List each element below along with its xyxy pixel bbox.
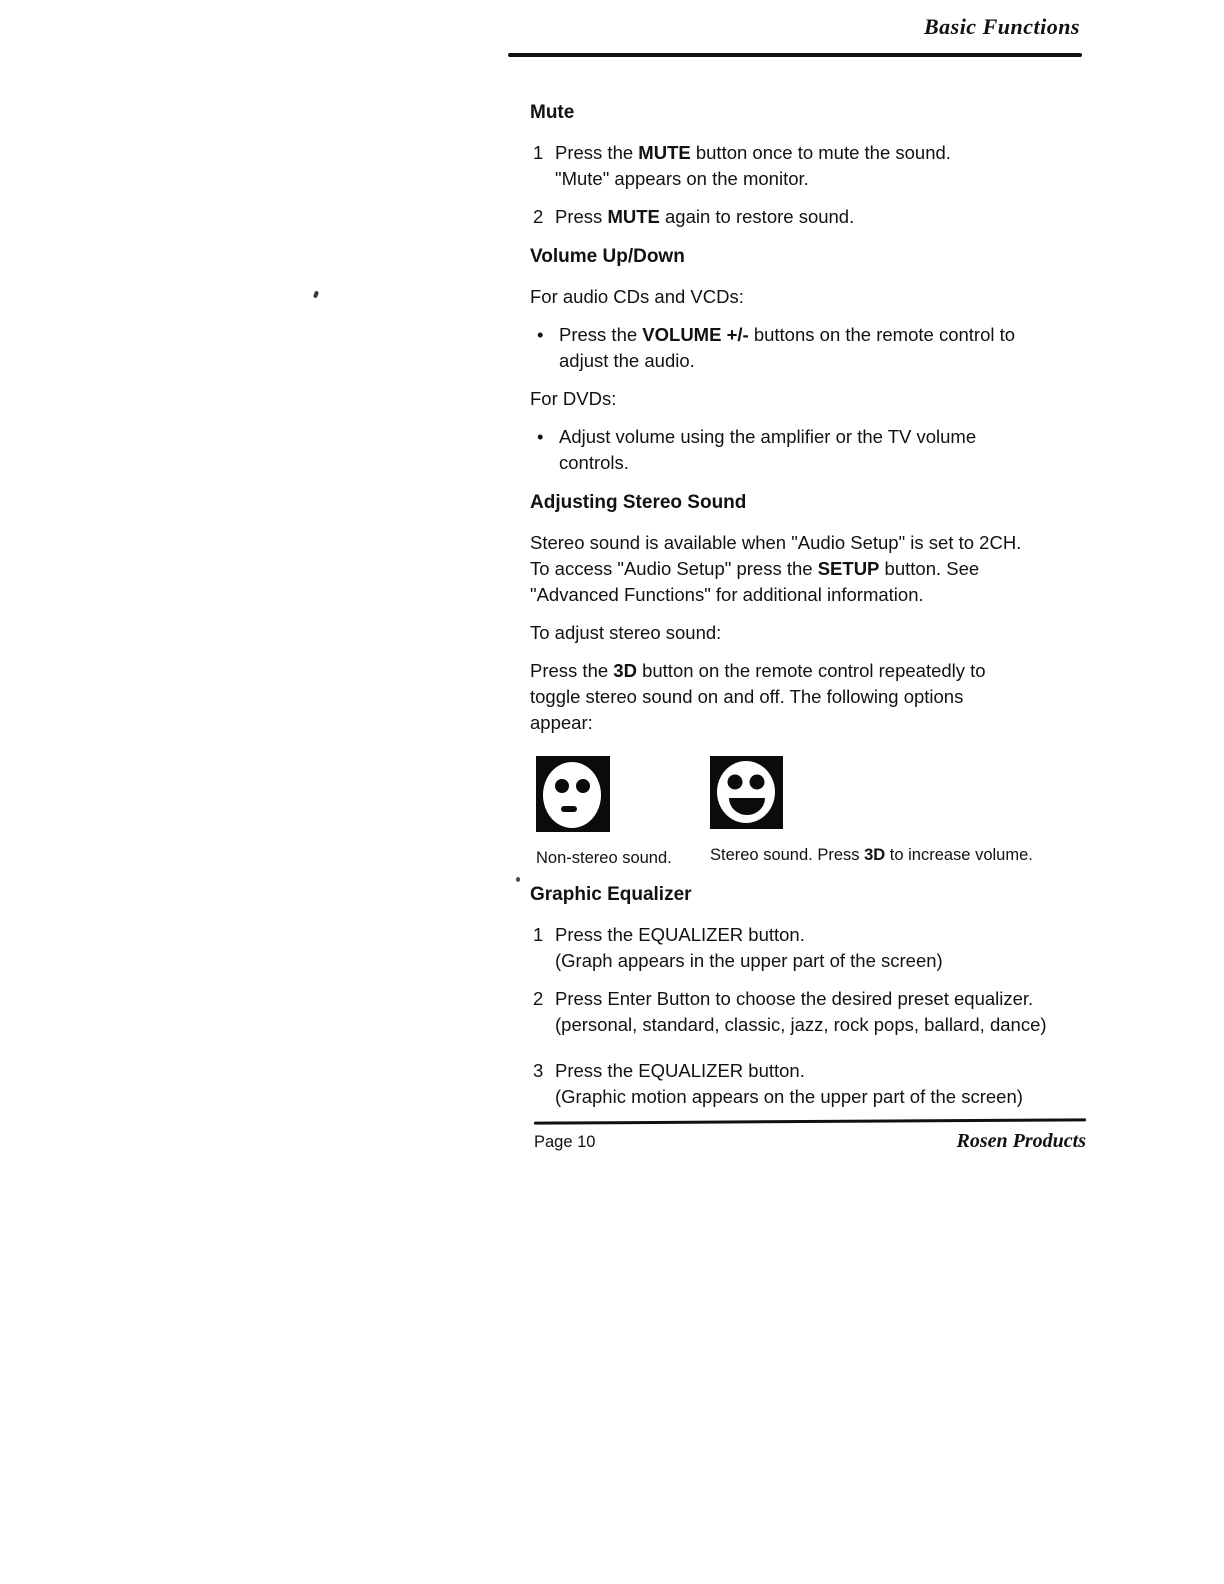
item-text xyxy=(555,1058,1023,1110)
section-heading-mute: Mute xyxy=(530,102,575,123)
stereo-option-figures xyxy=(530,756,1082,868)
text-run: (Graphic motion appears on the upper part of the screen) xyxy=(555,1086,1023,1107)
running-header-title: Basic Functions xyxy=(923,14,1080,39)
item-text xyxy=(555,204,854,230)
paragraph xyxy=(530,658,1082,736)
item-number: 2 xyxy=(533,206,544,227)
text-run: "Mute" appears on the monitor. xyxy=(555,168,809,189)
text-run: adjust the audio. xyxy=(559,350,695,371)
figure-caption xyxy=(710,845,1033,865)
header-rule xyxy=(508,53,1082,57)
figure-caption: Non-stereo sound. xyxy=(536,849,672,867)
text-run-bold: 3D xyxy=(864,846,886,864)
text-run: Stereo sound is available when "Audio Setup" is set to 2CH. xyxy=(530,532,1022,553)
paragraph: To adjust stereo sound: xyxy=(530,622,722,643)
text-run: "Advanced Functions" for additional information. xyxy=(530,584,924,605)
item-text xyxy=(555,922,943,974)
text-run: Press Enter Button to choose the desired preset equalizer. xyxy=(555,988,1034,1009)
text-run-bold: VOLUME +/- xyxy=(642,324,749,345)
text-run: To access "Audio Setup" press the xyxy=(530,558,818,579)
neutral-face-icon xyxy=(536,756,610,832)
text-run-bold: 3D xyxy=(613,660,637,681)
footer-brand: Rosen Products xyxy=(956,1130,1086,1152)
text-run: again to restore sound. xyxy=(659,206,855,227)
text-run: Stereo sound. Press xyxy=(710,846,865,864)
item-number: 1 xyxy=(533,924,544,945)
figure-stereo xyxy=(710,756,1033,865)
text-run: (Graph appears in the upper part of the screen) xyxy=(555,950,943,971)
bullet-item xyxy=(530,424,1082,476)
item-number: 1 xyxy=(533,142,544,163)
numbered-item xyxy=(530,1058,1082,1110)
footer xyxy=(534,1130,1086,1153)
numbered-item xyxy=(530,140,1082,192)
bullet-item xyxy=(530,322,1082,374)
text-run: Press the xyxy=(559,324,643,345)
numbered-item xyxy=(530,204,1082,230)
section-heading-stereo: Adjusting Stereo Sound xyxy=(530,492,747,513)
text-run: Adjust volume using the amplifier or the TV volume xyxy=(559,426,977,447)
paragraph: For DVDs: xyxy=(530,388,617,409)
text-run: buttons on the remote control to xyxy=(748,324,1016,345)
text-run: controls. xyxy=(559,452,629,473)
text-run: Press the xyxy=(555,142,639,163)
scan-artifact xyxy=(516,877,520,882)
page-body xyxy=(530,100,1082,1122)
text-run-bold: SETUP xyxy=(817,558,880,579)
paragraph xyxy=(530,530,1082,608)
bullet-glyph: • xyxy=(537,426,544,447)
text-run: Press the EQUALIZER button. xyxy=(555,1060,805,1081)
text-run-bold: MUTE xyxy=(638,142,691,163)
text-run: (personal, standard, classic, jazz, rock pops, ballard, dance) xyxy=(555,1014,1047,1035)
page-number: Page 10 xyxy=(534,1133,596,1151)
bullet-glyph: • xyxy=(537,324,544,345)
text-run: toggle stereo sound on and off. The following options xyxy=(530,686,964,707)
item-text xyxy=(559,424,976,476)
text-run: button once to mute the sound. xyxy=(690,142,951,163)
open-smile-face-icon xyxy=(710,756,783,829)
text-run: Press the xyxy=(530,660,614,681)
numbered-item xyxy=(530,922,1082,974)
section-heading-volume: Volume Up/Down xyxy=(530,246,685,267)
text-run: button. See xyxy=(879,558,980,579)
section-heading-equalizer: Graphic Equalizer xyxy=(530,884,692,905)
item-text xyxy=(555,140,951,192)
figure-non-stereo xyxy=(536,756,672,868)
text-run: Press xyxy=(555,206,608,227)
item-text xyxy=(559,322,1015,374)
scan-artifact xyxy=(313,291,319,299)
text-run-bold: MUTE xyxy=(607,206,660,227)
item-number: 2 xyxy=(533,988,544,1009)
text-run: button on the remote control repeatedly to xyxy=(636,660,986,681)
numbered-item xyxy=(530,986,1082,1038)
item-text xyxy=(555,986,1047,1038)
item-number: 3 xyxy=(533,1060,544,1081)
text-run: to increase volume. xyxy=(885,846,1033,864)
text-run: Press the EQUALIZER button. xyxy=(555,924,805,945)
paragraph: For audio CDs and VCDs: xyxy=(530,286,744,307)
text-run: appear: xyxy=(530,712,593,733)
